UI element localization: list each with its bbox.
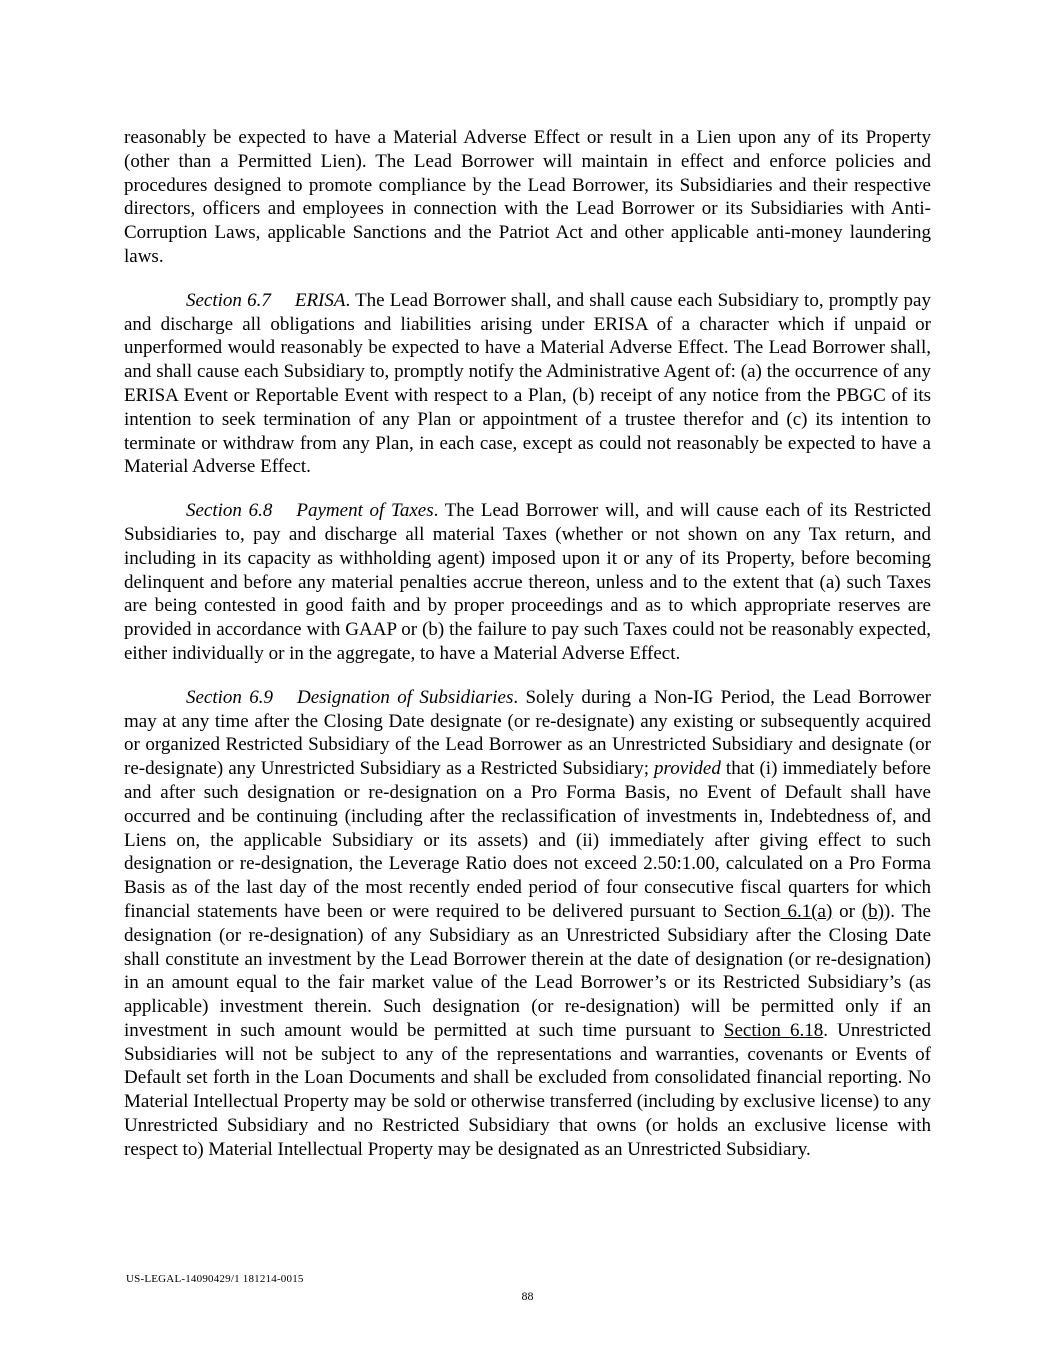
section-6-1a-reference[interactable]: 6.1(a) — [780, 900, 833, 922]
section-6-8-paragraph: Section 6.8 Payment of Taxes. The Lead Borrower will, and will cause each of its Restricted Subsidiaries to, pay and discharge all material Taxes (whether or not shown on any Tax return, and including in its capacity as withholding agent) imposed upon it or any of its Property, before becoming delinquent and before any material penalties accrue thereon, unless and to the extent that (a) such Taxes are being contested in good faith and by proper proceedings and as to which appropriate reserves are provided in accordance with GAAP or (b) the failure to pay such Taxes could not be reasonably expected, either individually or in the aggregate, to have a Material Adverse Effect. — [124, 500, 931, 664]
footer-document-id: US-LEGAL-14090429/1 181214-0015 — [126, 1273, 304, 1285]
section-6-8-body: The Lead Borrower will, and will cause each of its Restricted Subsidiaries to, pay and discharge all material Taxes (whether or not shown on any Tax return, and including in its capacity as withholding agent) imposed upon it or any of its Property, before becoming delinquent and before any material penalties accrue thereon, unless and to the extent that (a) such Taxes are being contested in good faith and by proper proceedings and as to which appropriate reserves are provided in accordance with GAAP or (b) the failure to pay such Taxes could not be reasonably expected, either individually or in the aggregate, to have a Material Adverse Effect. — [124, 500, 931, 664]
intro-text: reasonably be expected to have a Material Adverse Effect or result in a Lien upon any of its Property (other than a Permitted Lien). The Lead Borrower will maintain in effect and enforce policies and procedures designed to promote compliance by the Lead Borrower, its Subsidiaries and their respective directors, officers and employees in connection with the Lead Borrower or its Subsidiaries with Anti-Corruption Laws, applicable Sanctions and the Patriot Act and other applicable anti-money laundering laws. — [124, 127, 931, 267]
section-6-9-number: Section 6.9 — [186, 686, 274, 708]
intro-paragraph — [124, 126, 931, 269]
section-6-7-title: ERISA — [294, 289, 346, 311]
section-6-1b-reference[interactable]: (b) — [861, 900, 884, 922]
section-6-7-number: Section 6.7 — [186, 289, 271, 311]
section-6-9-body-3: or — [832, 900, 862, 922]
section-6-9-body-4: ). The designation (or re-designation) of any Subsidiary as an Unrestricted Subsidiary after the Closing Date shall constitute an investment by the Lead Borrower therein at the date of designation (or re-designation) in an amount equal to the fair market value of the Lead Borrower’s or its Restricted Subsidiary’s (as applicable) investment therein. Such designation (or re-designation) will be permitted only if an investment in such amount would be permitted at such time pursuant to — [124, 900, 931, 1041]
section-6-8-title: Payment of Taxes — [296, 500, 434, 522]
section-6-9-title: Designation of Subsidiaries — [297, 686, 514, 708]
section-6-7-paragraph: Section 6.7 ERISA. The Lead Borrower shall, and shall cause each Subsidiary to, promptly pay and discharge all obligations and liabilities arising under ERISA of a character which if unpaid or unperformed would reasonably be expected to have a Material Adverse Effect. The Lead Borrower shall, and shall cause each Subsidiary to, promptly notify the Administrative Agent of: (a) the occurrence of any ERISA Event or Reportable Event with respect to a Plan, (b) receipt of any notice from the PBGC of its intention to seek termination of any Plan or appointment of a trustee therefor and (c) its intention to terminate or withdraw from any Plan, in each case, except as could not reasonably be expected to have a Material Adverse Effect. — [124, 289, 931, 478]
provided-term: provided — [654, 758, 721, 780]
section-6-8-number: Section 6.8 — [186, 500, 273, 522]
paragraph-gap — [124, 666, 931, 686]
section-6-7-body: The Lead Borrower shall, and shall cause each Subsidiary to, promptly pay and discharge all obligations and liabilities arising under ERISA of a character which if unpaid or unperformed would reasonably be expected to have a Material Adverse Effect. The Lead Borrower shall, and shall cause each Subsidiary to, promptly notify the Administrative Agent of: (a) the occurrence of any ERISA Event or Reportable Event with respect to a Plan, (b) receipt of any notice from the PBGC of its intention to seek termination of any Plan or appointment of a trustee therefor and (c) its intention to terminate or withdraw from any Plan, in each case, except as could not reasonably be expected to have a Material Adverse Effect. — [124, 289, 931, 478]
section-6-9-body-1: Solely during a Non-IG Period, the Lead Borrower may at any time after the Closing Date designate (or re-designate) any existing or subsequently acquired or organized Restricted Subsidiary of the Lead Borrower as an Unrestricted Subsidiary and designate (or re-designate) any Unrestricted Subsidiary as a Restricted Subsidiary; — [124, 686, 931, 780]
section-6-9-body-2: that (i) immediately before and after such designation or re-designation on a Pro Forma Basis, no Event of Default shall have occurred and be continuing (including after the reclassification of investments in, Indebtedness of, and Liens on, the applicable Subsidiary or its assets) and (ii) immediately after giving effect to such designation or re-designation, the Leverage Ratio does not exceed 2.50:1.00, calculated on a Pro Forma Basis as of the last day of the most recently ended period of four consecutive fiscal quarters for which financial statements have been or were required to be delivered pursuant to Section — [124, 758, 931, 922]
page-number: 88 — [521, 1289, 534, 1303]
paragraph-gap — [124, 479, 931, 499]
section-6-9-paragraph: Section 6.9 Designation of Subsidiaries. Solely during a Non-IG Period, the Lead Borrower may at any time after the Closing Date designate (or re-designate) any existing or subsequently acquired or organized Restricted Subsidiary of the Lead Borrower as an Unrestricted Subsidiary and designate (or re-designate) any Unrestricted Subsidiary as a Restricted Subsidiary; provided that (i) immediately before and after such designation or re-designation on a Pro Forma Basis, no Event of Default shall have occurred and be continuing (including after the reclassification of investments in, Indebtedness of, and Liens on, the applicable Subsidiary or its assets) and (ii) immediately after giving effect to such designation or re-designation, the Leverage Ratio does not exceed 2.50:1.00, calculated on a Pro Forma Basis as of the last day of the most recently ended period of four consecutive fiscal quarters for which financial statements have been or were required to be delivered pursuant to Section 6.1(a) or (b)). The designation (or re-designation) of any Subsidiary as an Unrestricted Subsidiary after the Closing Date shall constitute an investment by the Lead Borrower therein at the date of designation (or re-designation) in an amount equal to the fair market value of the Lead Borrower’s or its Restricted Subsidiary’s (as applicable) investment therein. Such designation (or re-designation) will be permitted only if an investment in such amount would be permitted at such time pursuant to Section 6.18. Unrestricted Subsidiaries will not be subject to any of the representations and warranties, covenants or Events of Default set forth in the Loan Documents and shall be excluded from consolidated financial reporting. No Material Intellectual Property may be sold or otherwise transferred (including by exclusive license) to any Unrestricted Subsidiary and no Restricted Subsidiary that owns (or holds an exclusive license with respect to) Material Intellectual Property may be designated as an Unrestricted Subsidiary. — [124, 686, 932, 1160]
section-6-9-body-5: . Unrestricted Subsidiaries will not be subject to any of the representations and warranties, covenants or Events of Default set forth in the Loan Documents and shall be excluded from consolidated financial reporting. No Material Intellectual Property may be sold or otherwise transferred (including by exclusive license) to any Unrestricted Subsidiary and no Restricted Subsidiary that owns (or holds an exclusive license with respect to) Material Intellectual Property may be designated as an Unrestricted Subsidiary. — [124, 1019, 932, 1160]
paragraph-gap — [124, 269, 931, 289]
document-page — [124, 126, 931, 1162]
section-6-18-reference[interactable]: Section 6.18 — [723, 1019, 824, 1041]
